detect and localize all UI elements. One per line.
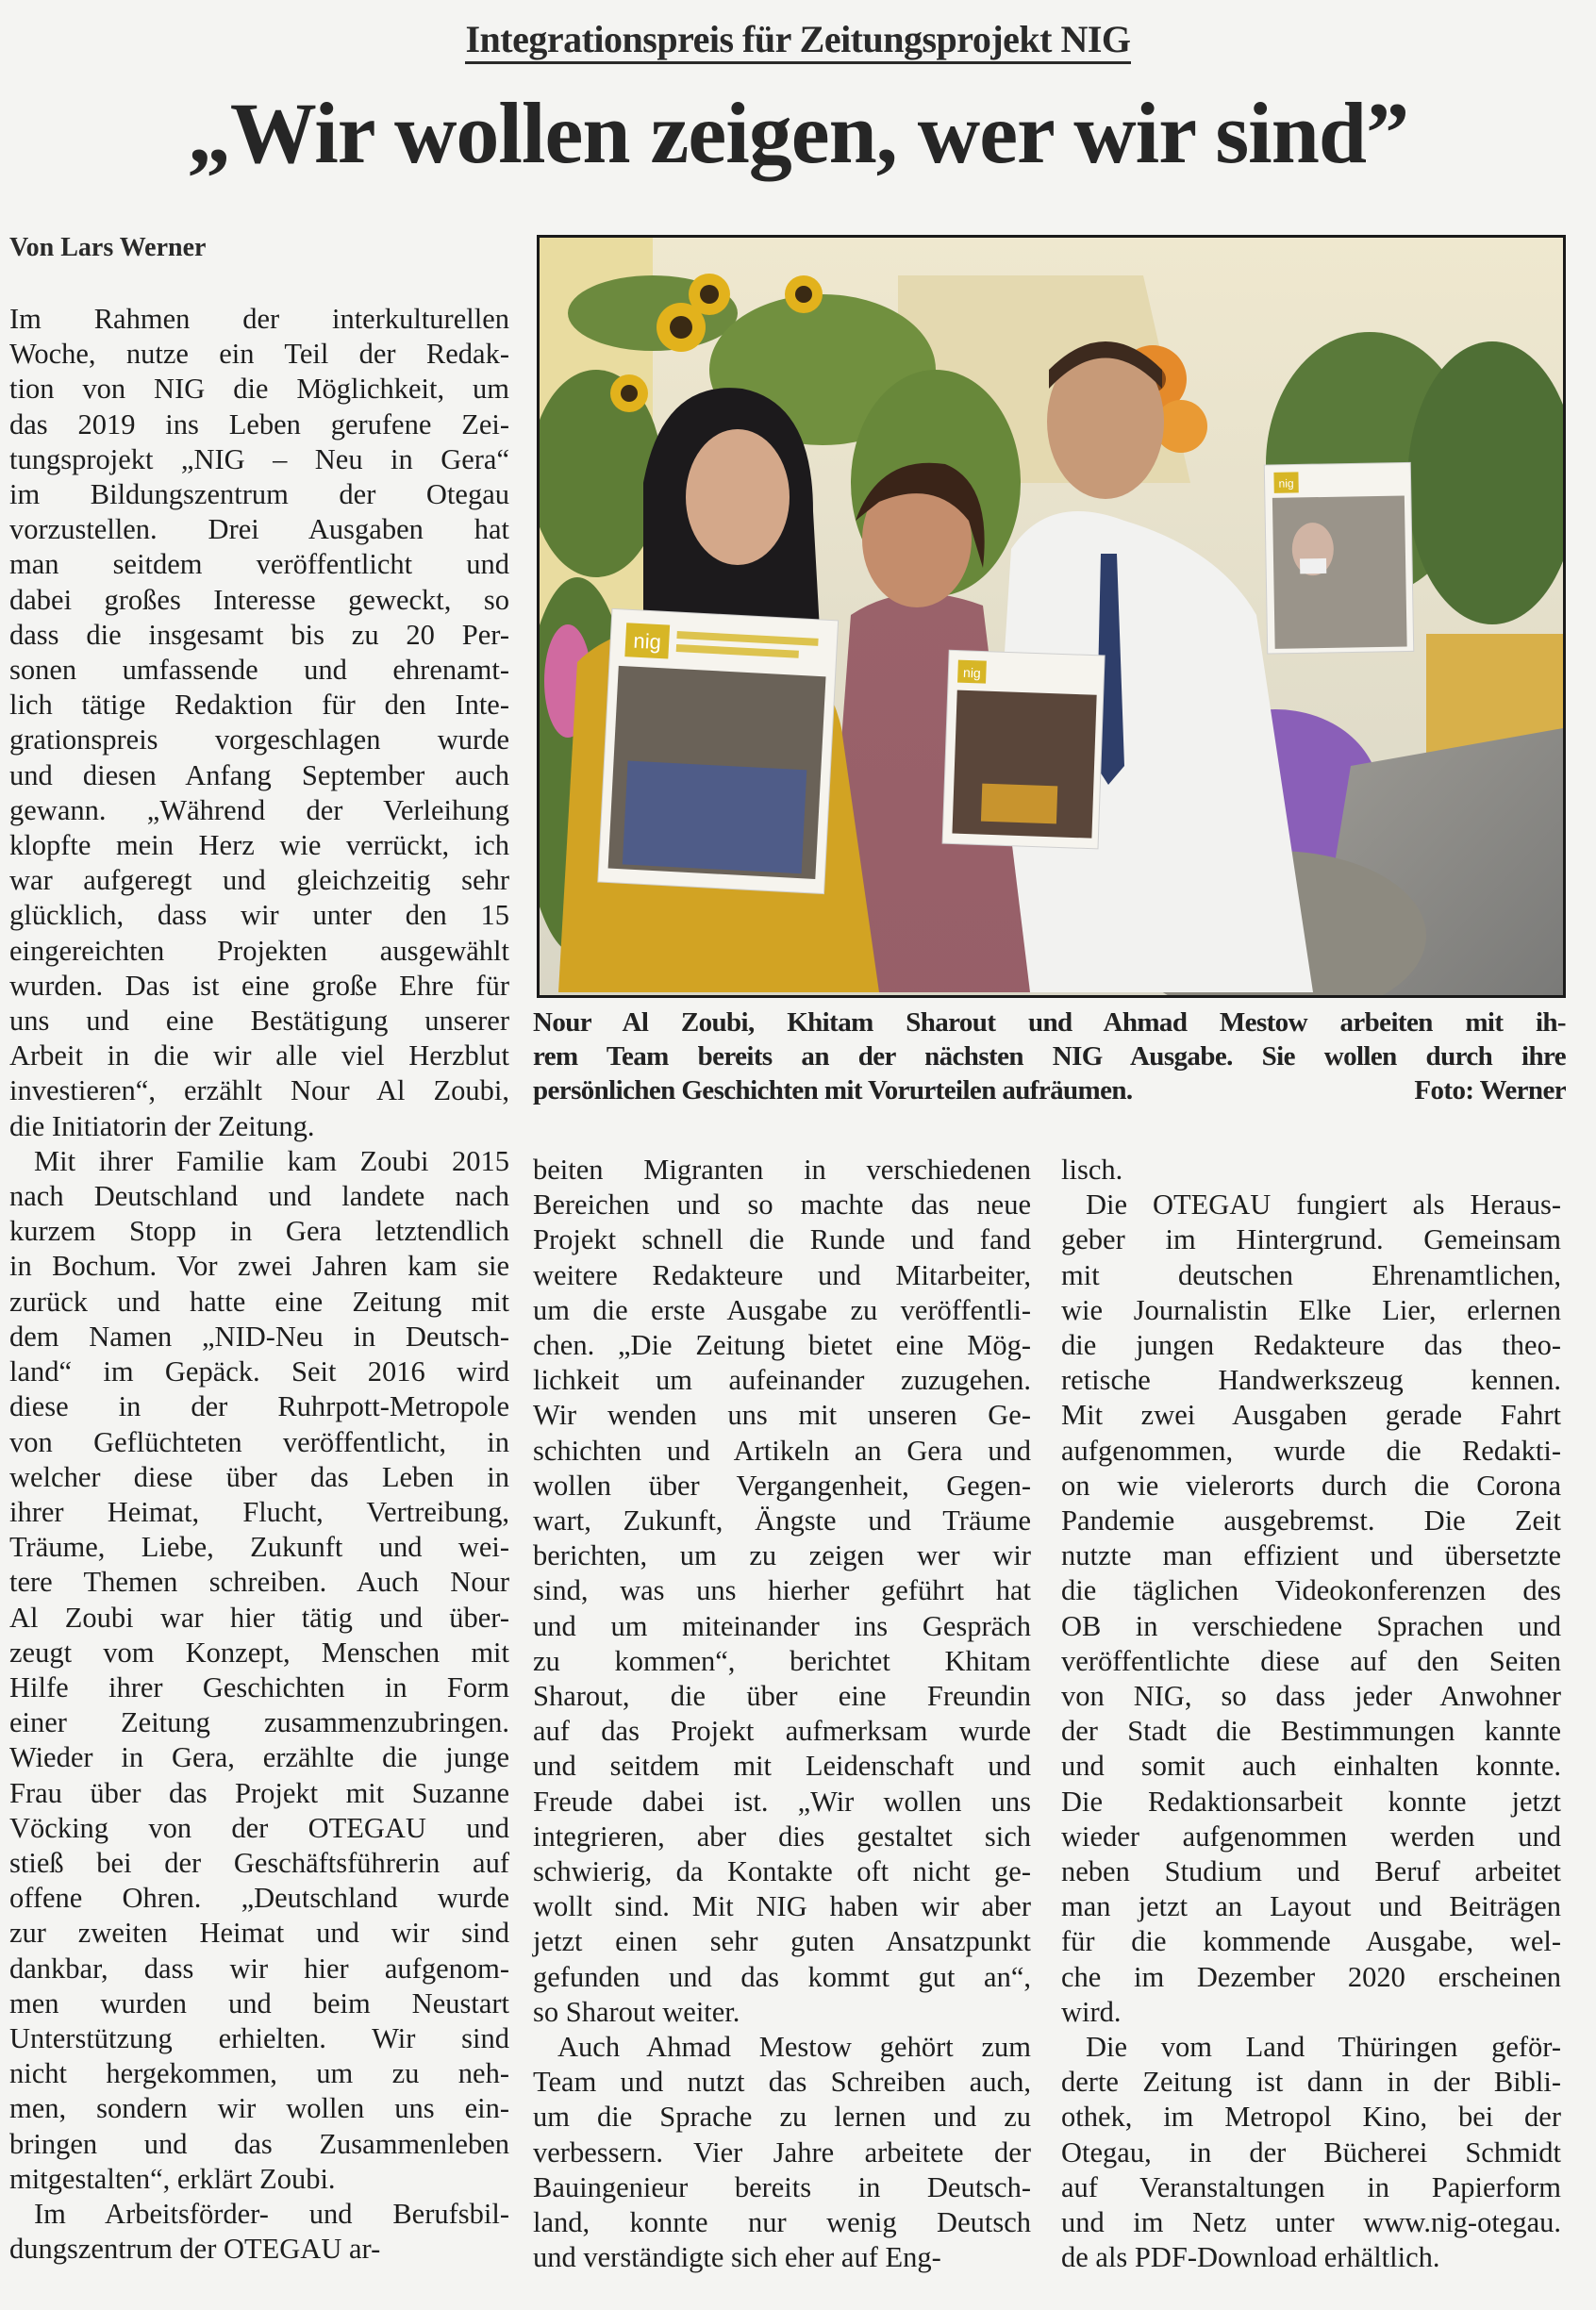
text-line: nutzte man effizient und übersetzte [1061, 1539, 1561, 1572]
text-line: Unterstützung erhielten. Wir sind [9, 2021, 509, 2054]
text-line: Träume, Liebe, Zukunft und wei- [9, 1531, 509, 1564]
text-line: diese in der Ruhrpott-Metropole [9, 1390, 509, 1423]
text-line: vorzustellen. Drei Ausgaben hat [9, 513, 509, 546]
text-line: man jetzt an Layout und Beiträgen [1061, 1890, 1561, 1923]
text-line: war aufgeregt und gleichzeitig sehr [9, 864, 509, 897]
text-line: zu kommen“, berichtet Khitam [533, 1644, 1031, 1677]
text-line: othek, im Metropol Kino, bei der [1061, 2101, 1561, 2134]
text-line: und diesen Anfang September auch [9, 758, 509, 791]
text-line: für die kommende Ausgabe, wel- [1061, 1925, 1561, 1958]
magazine-logo-1: nig [632, 628, 662, 655]
text-line: aufgenommen, wurde die Redakti- [1061, 1434, 1561, 1467]
caption-line: persönlichen Geschichten mit Vorurteilen aufräumen. [533, 1075, 1133, 1105]
magazine-cover-2 [942, 650, 1105, 849]
text-line: Bereichen und so machte das neue [533, 1188, 1031, 1221]
text-line: und im Netz unter www.nig-otegau. [1061, 2206, 1561, 2239]
text-line: Freude dabei ist. „Wir wollen uns [533, 1785, 1031, 1818]
text-line: Im Rahmen der interkulturellen [9, 303, 509, 335]
text-line: verbessern. Vier Jahre arbeitete der [533, 2136, 1031, 2169]
text-line: jetzt einen sehr guten Ansatzpunkt [533, 1925, 1031, 1958]
text-line: Otegau, in der Bücherei Schmidt [1061, 2136, 1561, 2169]
text-line: neben Studium und Beruf arbeitet [1061, 1855, 1561, 1888]
paragraph [1061, 2030, 1561, 2275]
text-line: wie Journalistin Elke Lier, erlernen [1061, 1293, 1561, 1326]
photo-caption [533, 1005, 1566, 1107]
text-line: dem Namen „NID-Neu in Deutsch- [9, 1320, 509, 1353]
text-line: Frau über das Projekt mit Suzanne [9, 1776, 509, 1809]
text-line: sind, was uns hierher geführt hat [533, 1574, 1031, 1607]
text-line: um die Sprache zu lernen und zu [533, 2101, 1031, 2134]
article-byline: Von Lars Werner [9, 233, 207, 262]
text-line: klopfte mein Herz wie verrückt, ich [9, 829, 509, 862]
text-line: lichkeit um aufeinander zuzugehen. [533, 1364, 1031, 1397]
photo-credit: Foto: Werner [1414, 1075, 1566, 1105]
text-line: auf Veranstaltungen in Papierform [1061, 2170, 1561, 2203]
text-line: Woche, nutze ein Teil der Redak- [9, 338, 509, 371]
text-line: Team und nutzt das Schreiben auch, [533, 2066, 1031, 2099]
column-middle [533, 1153, 1031, 2276]
text-line: dass die insgesamt bis zu 20 Per- [9, 618, 509, 651]
text-line: ihrer Heimat, Flucht, Vertreibung, [9, 1495, 509, 1528]
paragraph [1061, 1153, 1561, 1188]
text-line: das 2019 ins Leben gerufene Zei- [9, 407, 509, 440]
caption-line: Nour Al Zoubi, Khitam Sharout und Ahmad Mestow arbeiten mit ih- [533, 1007, 1566, 1038]
text-line: land“ im Gepäck. Seit 2016 wird [9, 1355, 509, 1388]
text-line: man seitdem veröffentlicht und [9, 548, 509, 581]
text-line: und seitdem mit Leidenschaft und [533, 1750, 1031, 1783]
text-line: beiten Migranten in verschiedenen [533, 1154, 1031, 1186]
woman-hijab-face [686, 429, 790, 565]
text-line: glücklich, dass wir unter den 15 [9, 899, 509, 932]
text-line: Pandemie ausgebremst. Die Zeit [1061, 1504, 1561, 1537]
text-line: und somit auch einhalten konnte. [1061, 1750, 1561, 1783]
paragraph [1061, 1188, 1561, 2030]
text-line: kurzem Stopp in Gera letztendlich [9, 1215, 509, 1248]
text-line: on wie vielerorts durch die Corona [1061, 1469, 1561, 1502]
text-line: uns und eine Bestätigung unserer [9, 1005, 509, 1038]
text-line: Die Redaktionsarbeit konnte jetzt [1061, 1785, 1561, 1818]
text-line: wurden. Das ist eine große Ehre für [9, 969, 509, 1002]
text-line: grationspreis vorgeschlagen wurde [9, 723, 509, 756]
text-line: dungszentrum der OTEGAU ar- [9, 2233, 381, 2266]
text-line: men, sondern wir wollen uns ein- [9, 2092, 509, 2125]
text-line: wollt sind. Mit NIG haben wir aber [533, 1890, 1031, 1923]
magazine-cover-3 [1264, 462, 1413, 654]
text-line: schwierig, da Kontakte oft nicht ge- [533, 1855, 1031, 1888]
text-line: nicht hergekommen, um zu neh- [9, 2057, 509, 2090]
photo-illustration [540, 238, 1563, 995]
text-line: mitgestalten“, erklärt Zoubi. [9, 2162, 336, 2195]
paragraph [533, 1153, 1031, 2030]
text-line: tungsprojekt „NIG – Neu in Gera“ [9, 442, 509, 475]
paragraph [9, 1144, 509, 2197]
text-line: Auch Ahmad Mestow gehört zum [557, 2031, 1031, 2064]
text-line: und um miteinander ins Gespräch [533, 1609, 1031, 1642]
text-line: retische Handwerkszeug kennen. [1061, 1364, 1561, 1397]
text-line: offene Ohren. „Deutschland wurde [9, 1882, 509, 1915]
text-line: in Bochum. Vor zwei Jahren kam sie [9, 1250, 509, 1283]
text-line: Die OTEGAU fungiert als Heraus- [1086, 1188, 1561, 1221]
text-line: wieder aufgenommen werden und [1061, 1820, 1561, 1853]
text-line: im Bildungszentrum der Otegau [9, 478, 509, 511]
text-line: de als PDF-Download erhältlich. [1061, 2241, 1440, 2274]
text-line: zeugt vom Konzept, Menschen mit [9, 1636, 509, 1669]
text-line: Wir wenden uns mit unseren Ge- [533, 1399, 1031, 1432]
text-line: Arbeit in die wir alle viel Herzblut [9, 1039, 509, 1072]
text-line: chen. „Die Zeitung bietet eine Mög- [533, 1329, 1031, 1362]
text-line: wart, Zukunft, Ängste und Träume [533, 1504, 1031, 1537]
text-line: Hilfe ihrer Geschichten in Form [9, 1670, 509, 1703]
text-line: schichten und Artikeln an Gera und [533, 1434, 1031, 1467]
text-line: einer Zeitung zusammenzubringen. [9, 1706, 509, 1739]
text-line: Mit zwei Ausgaben gerade Fahrt [1061, 1399, 1561, 1432]
text-line: die Initiatorin der Zeitung. [9, 1109, 315, 1142]
text-line: lich tätige Redaktion für den Inte- [9, 689, 509, 722]
text-line: die jungen Redakteure das theo- [1061, 1329, 1561, 1362]
text-line: zur zweiten Heimat und wir sind [9, 1917, 509, 1950]
article-photo [537, 235, 1566, 998]
text-line: mit deutschen Ehrenamtlichen, [1061, 1258, 1561, 1291]
text-line: von NIG, so dass jeder Anwohner [1061, 1680, 1561, 1713]
text-line: zurück und hatte eine Zeitung mit [9, 1285, 509, 1318]
caption-line: rem Team bereits an der nächsten NIG Ausgabe. Sie wollen durch ihre [533, 1041, 1566, 1072]
magazine-cover-1 [598, 608, 839, 893]
text-line: dabei großes Interesse geweckt, so [9, 583, 509, 616]
text-line: Im Arbeitsförder- und Berufsbil- [34, 2197, 509, 2230]
paragraph [533, 2030, 1031, 2275]
text-line: stieß bei der Geschäftsführerin auf [9, 1846, 509, 1879]
text-line: integrieren, aber dies gestaltet sich [533, 1820, 1031, 1853]
text-line: tion von NIG die Möglichkeit, um [9, 373, 509, 406]
article-kicker [0, 17, 1596, 61]
text-line: wird. [1061, 1995, 1122, 2028]
text-line: land, konnte nur wenig Deutsch [533, 2206, 1031, 2239]
paragraph [9, 2197, 509, 2267]
magazine-logo-2: nig [962, 664, 982, 681]
text-line: gefunden und das kommt gut an“, [533, 1960, 1031, 1993]
text-line: eingereichten Projekten ausgewählt [9, 934, 509, 967]
article-headline: „Wir wollen zeigen, wer wir sind” [187, 85, 1409, 181]
text-line: Sharout, die über eine Freundin [533, 1680, 1031, 1713]
text-line: welcher diese über das Leben in [9, 1460, 509, 1493]
text-line: Projekt schnell die Runde und fand [533, 1223, 1031, 1256]
text-line: sonen umfassende und ehrenamt- [9, 654, 509, 687]
text-line: men wurden und beim Neustart [9, 1986, 509, 2019]
text-line: dankbar, dass wir hier aufgenom- [9, 1952, 509, 1985]
text-line: veröffentlichte diese auf den Seiten [1061, 1644, 1561, 1677]
text-line: Al Zoubi war hier tätig und über- [9, 1601, 509, 1634]
text-line: gewann. „Während der Verleihung [9, 793, 509, 826]
text-line: und verständigte sich eher auf Eng- [533, 2241, 941, 2274]
text-line: so Sharout weiter. [533, 1995, 740, 2028]
magazine-logo-3: nig [1278, 476, 1294, 490]
text-line: die täglichen Videokonferenzen des [1061, 1574, 1561, 1607]
text-line: tere Themen schreiben. Auch Nour [9, 1566, 509, 1599]
text-line: wollen über Vergangenheit, Gegen- [533, 1469, 1031, 1502]
text-line: Vöcking von der OTEGAU und [9, 1811, 509, 1844]
text-line: weitere Redakteure und Mitarbeiter, [533, 1258, 1031, 1291]
text-line: Wieder in Gera, erzählte die junge [9, 1741, 509, 1774]
column-right [1061, 1153, 1561, 2276]
text-line: Mit ihrer Familie kam Zoubi 2015 [34, 1144, 509, 1177]
text-line: lisch. [1061, 1154, 1123, 1186]
text-line: investieren“, erzählt Nour Al Zoubi, [9, 1074, 509, 1107]
text-line: Bauingenieur bereits in Deutsch- [533, 2170, 1031, 2203]
text-line: geber im Hintergrund. Gemeinsam [1061, 1223, 1561, 1256]
text-line: berichten, um zu zeigen wer wir [533, 1539, 1031, 1572]
caption-last-line [533, 1073, 1566, 1107]
text-line: bringen und das Zusammenleben [9, 2127, 509, 2160]
kicker-text: Integrationspreis für Zeitungsprojekt NIG [465, 18, 1130, 64]
text-line: der Stadt die Bestimmungen kannte [1061, 1715, 1561, 1748]
paragraph [9, 302, 509, 1144]
text-line: OB in verschiedene Sprachen und [1061, 1609, 1561, 1642]
text-line: auf das Projekt aufmerksam wurde [533, 1715, 1031, 1748]
text-line: che im Dezember 2020 erscheinen [1061, 1960, 1561, 1993]
text-line: Die vom Land Thüringen geför- [1086, 2031, 1561, 2064]
text-line: von Geflüchteten veröffentlicht, in [9, 1425, 509, 1458]
text-line: nach Deutschland und landete nach [9, 1180, 509, 1213]
text-line: derte Zeitung ist dann in der Bibli- [1061, 2066, 1561, 2099]
text-line: um die erste Ausgabe zu veröffentli- [533, 1293, 1031, 1326]
column-left [9, 302, 509, 2267]
